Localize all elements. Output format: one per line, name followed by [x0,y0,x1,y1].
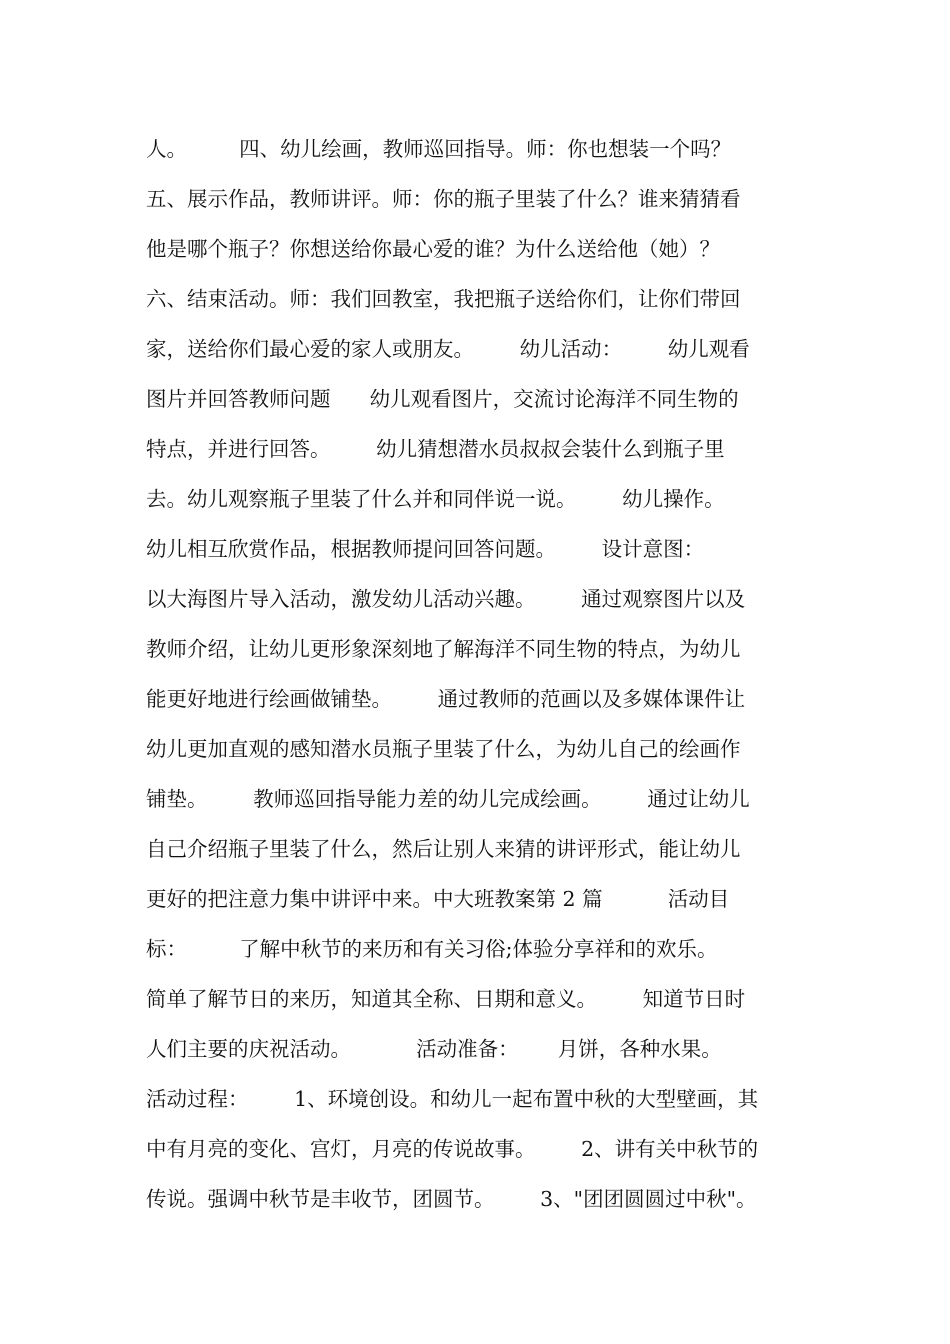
text-line: 去。幼儿观察瓶子里装了什么并和同伴说一说。 幼儿操作。 [146,487,725,511]
text-line: 特点，并进行回答。 幼儿猜想潜水员叔叔会装什么到瓶子里 [146,437,725,461]
text-line: 五、展示作品，教师讲评。师：你的瓶子里装了什么？谁来猜猜看 [146,187,741,211]
text-line: 图片并回答教师问题 幼儿观看图片，交流讨论海洋不同生物的 [146,387,739,411]
text-line: 幼儿更加直观的感知潜水员瓶子里装了什么，为幼儿自己的绘画作 [146,737,741,761]
text-line: 六、结束活动。师：我们回教室，我把瓶子送给你们，让你们带回 [146,287,741,311]
text-line: 他是哪个瓶子？你想送给你最心爱的谁？为什么送给他（她）？ [146,237,720,261]
text-line: 幼儿相互欣赏作品，根据教师提问回答问题。 设计意图： [146,537,705,561]
text-line: 更好的把注意力集中讲评中来。中大班教案第 2 篇 活动目 [146,887,730,911]
text-line: 人。 四、幼儿绘画，教师巡回指导。师：你也想装一个吗？ [146,137,732,161]
text-line: 能更好地进行绘画做铺垫。 通过教师的范画以及多媒体课件让 [146,687,746,711]
text-line: 标： 了解中秋节的来历和有关习俗;体验分享祥和的欢乐。 [146,937,718,961]
text-line: 自己介绍瓶子里装了什么，然后让别人来猜的讲评形式，能让幼儿 [146,837,741,861]
text-line: 活动过程： 1、环境创设。和幼儿一起布置中秋的大型壁画，其 [146,1087,759,1111]
text-line: 中有月亮的变化、宫灯，月亮的传说故事。 2、讲有关中秋节的 [146,1137,759,1161]
text-line: 人们主要的庆祝活动。 活动准备： 月饼，各种水果。 [146,1037,722,1061]
text-line: 铺垫。 教师巡回指导能力差的幼儿完成绘画。 通过让幼儿 [146,787,750,811]
text-line: 传说。强调中秋节是丰收节，团圆节。 3、"团团圆圆过中秋"。 [146,1187,757,1211]
text-line: 简单了解节日的来历，知道其全称、日期和意义。 知道节日时 [146,987,746,1011]
text-line: 教师介绍，让幼儿更形象深刻地了解海洋不同生物的特点，为幼儿 [146,637,741,661]
text-line: 家，送给你们最心爱的家人或朋友。 幼儿活动： 幼儿观看 [146,337,750,361]
body-text [146,131,806,1231]
text-line: 以大海图片导入活动，激发幼儿活动兴趣。 通过观察图片以及 [146,587,746,611]
